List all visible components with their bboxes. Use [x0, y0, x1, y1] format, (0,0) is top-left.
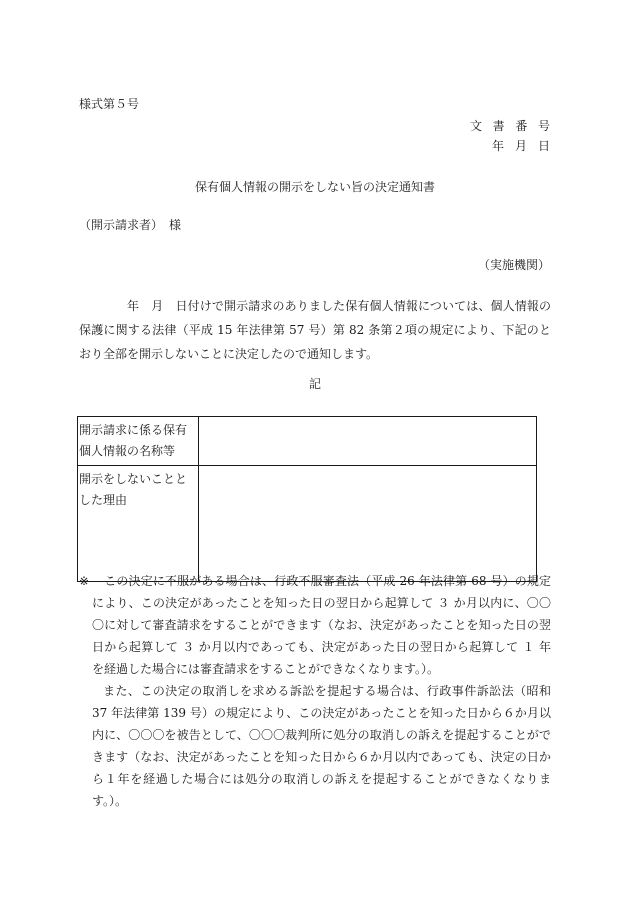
- row-value-reason: [199, 466, 537, 582]
- document-date-label: [492, 138, 550, 154]
- note-appeal: [79, 570, 551, 680]
- doc-number-char: 番: [515, 119, 528, 133]
- ki-heading: 記: [308, 377, 321, 391]
- date-month-char: 月: [514, 139, 527, 153]
- doc-number-char: 書: [492, 119, 505, 133]
- notes-section: [79, 570, 551, 812]
- note-appeal-text: この決定に不服がある場合は、行政不服審査法（平成 26 年法律第 68 号）の規定により、この決定があったことを知った日の翌日から起算して ３ か月以内に、〇〇〇に対して審査請求をすることができます（なお、決定があったことを知った日の翌日から起算して ３ か月以内であっても、決定があった日の翌日から起算して １ 年を経過した場合には審査請求をすることができなくなります。）。: [92, 574, 551, 676]
- document-title: 保有個人情報の開示をしない旨の決定通知書: [194, 180, 435, 194]
- table-row: [78, 417, 537, 466]
- doc-number-char: 号: [537, 119, 550, 133]
- decision-table: [77, 416, 537, 582]
- row-label-reason: 開示をしないこととした理由: [78, 466, 199, 582]
- note-mark: ※: [79, 574, 90, 588]
- table-row: [78, 466, 537, 582]
- notification-body: 年 月 日付けで開示請求のありました保有個人情報については、個人情報の保護に関する法律（平成 15 年法律第 57 号）第 82 条第２項の規定により、下記のとおり全部を開示しないことに決定したので通知します。: [79, 299, 551, 361]
- addressee: （開示請求者） 様: [79, 218, 182, 232]
- doc-number-char: 文: [470, 119, 483, 133]
- row-label-info-name: 開示請求に係る保有個人情報の名称等: [78, 417, 199, 466]
- date-day-char: 日: [537, 139, 550, 153]
- note-lawsuit: また、この決定の取消しを求める訴訟を提起する場合は、行政事件訴訟法（昭和 37 年法律第 139 号）の規定により、この決定があったことを知った日から６か月以内に、〇〇〇を被告として、〇〇〇裁判所に処分の取消しの訴えを提起することができます（なお、決定があったことを知った日から６か月以内であっても、決定の日から１年を経過した場合には処分の取消しの訴えを提起することができなくなります。）。: [92, 684, 551, 808]
- document-number-label: [470, 118, 550, 134]
- issuing-agency: （実施機関）: [477, 258, 550, 272]
- date-year-char: 年: [492, 139, 505, 153]
- form-number: 様式第５号: [79, 97, 140, 111]
- row-value-info-name: [199, 417, 537, 466]
